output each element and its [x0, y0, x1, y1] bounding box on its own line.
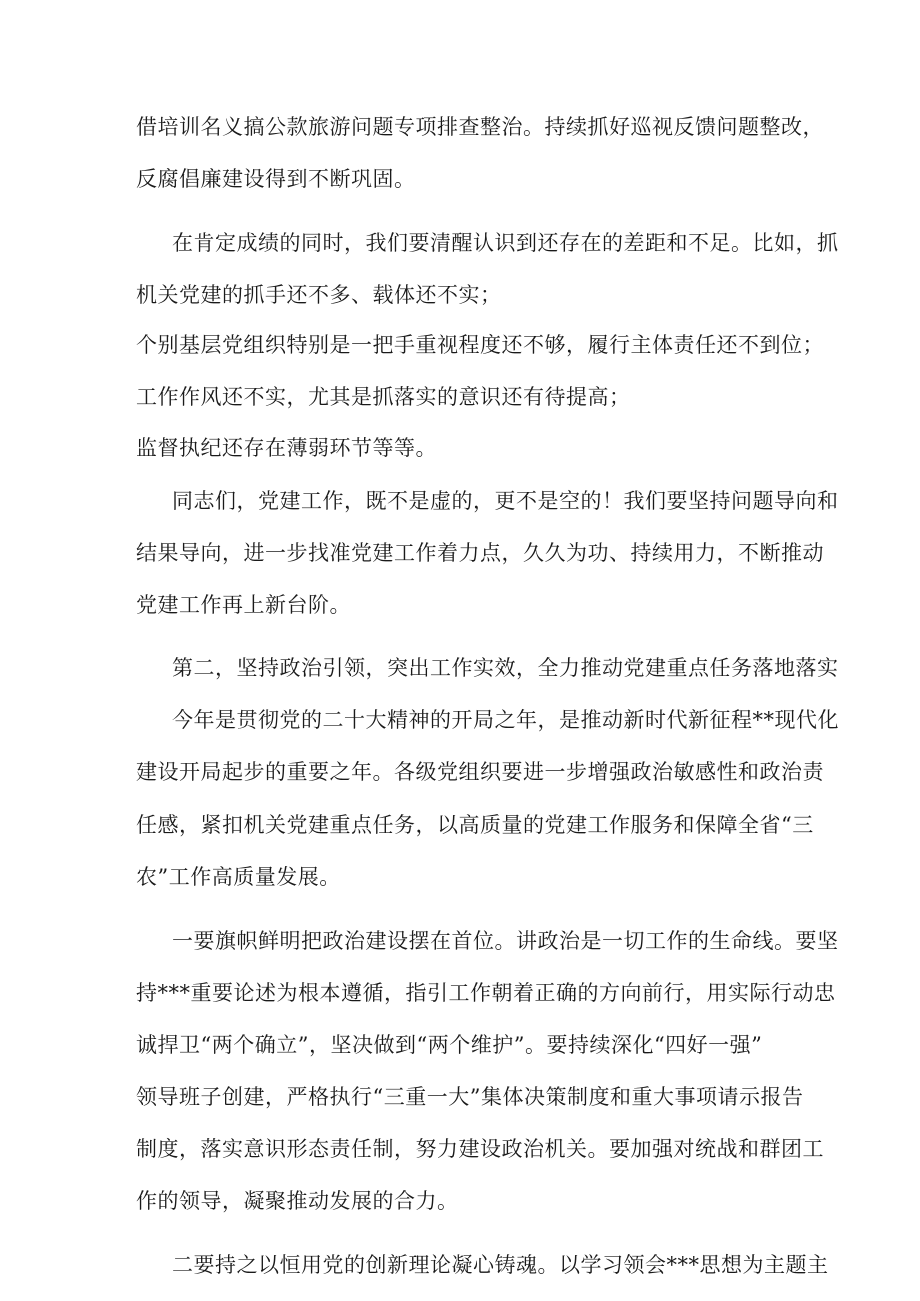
text-line: 同志们，党建工作，既不是虚的，更不是空的！我们要坚持问题导向和 [172, 489, 839, 513]
text-line: 领导班子创建，严格执行“三重一大”集体决策制度和重大事项请示报告 [136, 1085, 804, 1109]
text-line: 个别基层党组织特别是一把手重视程度还不够，履行主体责任还不到位； [136, 333, 824, 357]
text-line: 机关党建的抓手还不多、载体还不实； [136, 283, 502, 307]
text-line: 制度，落实意识形态责任制，努力建设政治机关。要加强对统战和群团工 [136, 1137, 824, 1161]
text-line: 在肯定成绩的同时，我们要清醒认识到还存在的差距和不足。比如，抓 [172, 231, 839, 255]
text-line: 建设开局起步的重要之年。各级党组织要进一步增强政治敏感性和政治责 [136, 760, 824, 784]
text-line: 农”工作高质量发展。 [136, 865, 341, 889]
text-line: 持***重要论述为根本遵循，指引工作朝着正确的方向前行，用实际行动忠 [136, 981, 836, 1005]
text-line: 监督执纪还存在薄弱环节等等。 [136, 436, 437, 460]
text-line: 反腐倡廉建设得到不断巩固。 [136, 167, 416, 191]
text-line: 诚捍卫“两个确立”，坚决做到“两个维护”。要持续深化“四好一强” [136, 1033, 763, 1057]
text-line: 作的领导，凝聚推动发展的合力。 [136, 1189, 459, 1213]
text-line: 结果导向，进一步找准党建工作着力点，久久为功、持续用力，不断推动 [136, 541, 824, 565]
text-line: 一要旗帜鲜明把政治建设摆在首位。讲政治是一切工作的生命线。要坚 [172, 929, 839, 953]
text-line: 工作作风还不实，尤其是抓落实的意识还有待提高； [136, 385, 631, 409]
section-heading: 第二，坚持政治引领，突出工作实效，全力推动党建重点任务落地落实 [172, 656, 839, 680]
text-line: 今年是贯彻党的二十大精神的开局之年，是推动新时代新征程**现代化 [172, 708, 839, 732]
text-line: 任感，紧扣机关党建重点任务，以高质量的党建工作服务和保障全省“三 [136, 813, 814, 837]
text-line: 借培训名义搞公款旅游问题专项排查整治。持续抓好巡视反馈问题整改， [136, 115, 824, 139]
text-line: 党建工作再上新台阶。 [136, 593, 351, 617]
text-line: 二要持之以恒用党的创新理论凝心铸魂。以学习领会***思想为主题主 [172, 1253, 829, 1277]
